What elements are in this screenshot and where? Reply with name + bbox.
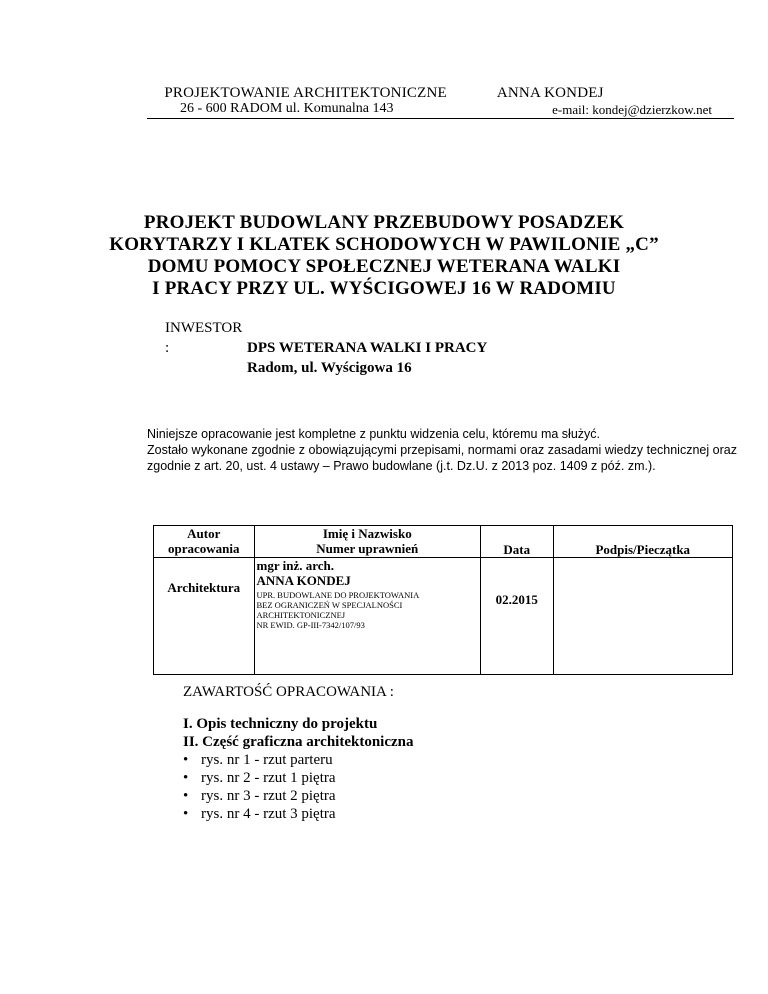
header-author-line1: Autor (187, 526, 221, 541)
contents-section-item: I. Opis techniczny do projektu (183, 716, 378, 732)
title-line-1: PROJEKT BUDOWLANY PRZEBUDOWY POSADZEK (143, 212, 625, 233)
cell-signature (553, 558, 732, 675)
header-name-line2: Numer uprawnień (316, 541, 419, 556)
list-item: • rys. nr 1 - rzut parteru (183, 751, 414, 769)
header-date: Data (481, 526, 553, 558)
cell-role: Architektura (154, 558, 255, 675)
document-title (0, 212, 768, 300)
header-author (154, 526, 255, 558)
title-line-3: DOMU POMOCY SPOŁECZNEJ WETERANA WALKI (147, 256, 621, 277)
author-certification (257, 590, 479, 630)
investor-name: DPS WETERANA WALKI I PRACY (247, 340, 488, 356)
investor-label: INWESTOR : (165, 320, 243, 356)
contents-heading: ZAWARTOŚĆ OPRACOWANIA : (183, 684, 394, 700)
letterhead-line2 (180, 101, 720, 117)
drawings-list (183, 751, 414, 823)
list-item: • rys. nr 4 - rzut 3 piętra (183, 805, 414, 823)
letterhead-rule (147, 118, 734, 119)
table-header-row (154, 526, 733, 558)
list-item: • rys. nr 2 - rzut 1 piętra (183, 769, 414, 787)
investor-block (165, 318, 487, 378)
header-name-line1: Imię i Nazwisko (322, 526, 412, 541)
header-signature: Podpis/Pieczątka (553, 526, 732, 558)
cell-date: 02.2015 (481, 558, 553, 675)
author-title: mgr inż. arch. (256, 558, 335, 573)
investor-address: Radom, ul. Wyścigowa 16 (247, 360, 412, 376)
company-address: 26 - 600 RADOM ul. Komunalna 143 (180, 101, 394, 116)
table-row (154, 558, 733, 675)
header-author-line2: opracowania (168, 541, 240, 556)
cert-line-1: UPR. BUDOWLANE DO PROJEKTOWANIA (256, 590, 420, 600)
cell-author (254, 558, 481, 675)
compliance-note (147, 426, 737, 474)
header-name (254, 526, 481, 558)
architect-name: ANNA KONDEJ (496, 85, 604, 101)
authors-table (153, 525, 733, 675)
author-name: ANNA KONDEJ (256, 573, 351, 588)
note-line-1: Niniejsze opracowanie jest kompletne z punktu widzenia celu, któremu ma służyć. (147, 427, 600, 441)
cert-line-4: NR EWID. GP-III-7342/107/93 (256, 620, 365, 630)
note-line-2: Zostało wykonane zgodnie z obowiązującymi przepisami, normami oraz zasadami wiedzy technicznej oraz zgodnie z art. 20, ust. 4 ustawy – Prawo budowlane (j.t. Dz.U. z 2013 poz. 1409 z póź. zm.). (147, 443, 737, 473)
contents-section-item: II. Część graficzna architektoniczna (183, 734, 414, 750)
title-line-2: KORYTARZY I KLATEK SCHODOWYCH W PAWILONIE „C” (109, 234, 659, 255)
contents-section (183, 684, 414, 823)
title-line-4: I PRACY PRZY UL. WYŚCIGOWEJ 16 W RADOMIU (152, 278, 616, 299)
letterhead-line1 (0, 85, 768, 102)
company-name: PROJEKTOWANIE ARCHITEKTONICZNE (164, 85, 447, 101)
company-email: e-mail: kondej@dzierzkow.net (552, 102, 712, 117)
list-item: • rys. nr 3 - rzut 2 piętra (183, 787, 414, 805)
cert-line-3: ARCHITEKTONICZNEJ (256, 610, 346, 620)
cert-line-2: BEZ OGRANICZEŃ W SPECJALNOŚCI (256, 600, 403, 610)
